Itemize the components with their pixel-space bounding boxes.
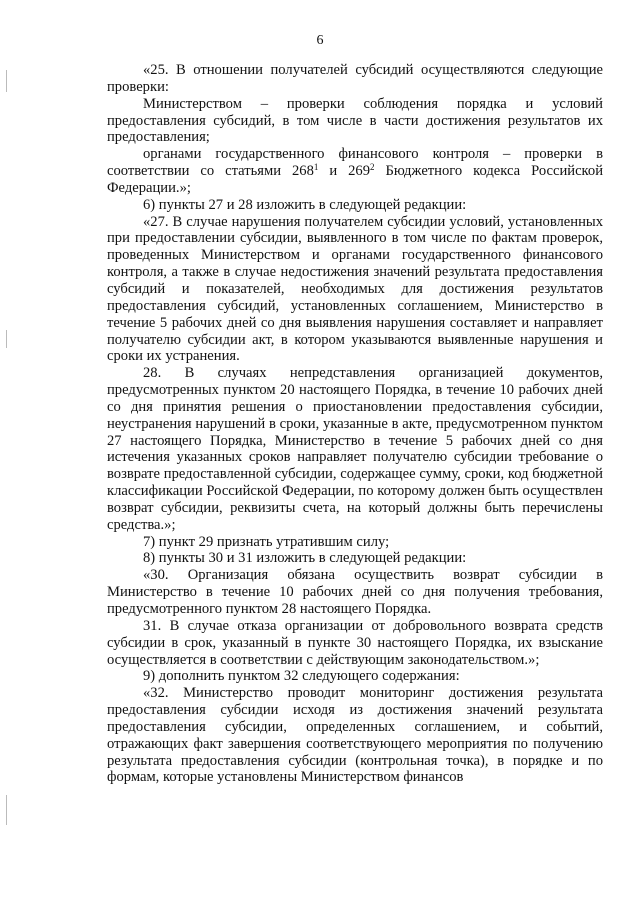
superscript: 2: [370, 162, 375, 173]
paragraph-28: 28. В случаях непредставления организацией документов, предусмотренных пунктом 20 настоящего Порядка, в течение 10 рабочих дней со дня принятия решения о приостановлении предоставления субсидии, неустранения нарушений в сроки, указанные в акте, предусмотренном пунктом 27 настоящего Порядка, Министерство в течение 5 рабочих дней со дня истечения указанных сроков направляет получателю субсидии требование о возврате предоставленной субсидии, содержащее сумму, сроки, код бюджетной классификации Российской Федерации, по которому должен быть осуществлен возврат субсидии, реквизиты счета, на который должны быть перечислены средства.»;: [107, 365, 603, 533]
paragraph-item-6: 6) пункты 27 и 28 изложить в следующей редакции:: [143, 196, 467, 213]
scan-edge-mark: [6, 795, 7, 825]
scan-edge-mark: [6, 330, 7, 348]
document-body: [107, 62, 603, 786]
paragraph-text: Бюджетного кодекса Российской Федерации.»;: [107, 163, 604, 196]
paragraph-financial-control-checks: [107, 146, 603, 197]
paragraph-30: «30. Организация обязана осуществить возврат субсидии в Министерство в течение 10 рабочих дней со дня получения требования, предусмотренного пунктом 28 настоящего Порядка.: [107, 567, 603, 617]
paragraph-25: «25. В отношении получателей субсидий осуществляются следующие проверки:: [107, 62, 603, 95]
paragraph-item-8: 8) пункты 30 и 31 изложить в следующей редакции:: [143, 550, 467, 567]
scan-edge-mark: [6, 70, 7, 92]
paragraph-31: 31. В случае отказа организации от добровольного возврата средств субсидии в срок, указанный в пункте 30 настоящего Порядка, их взыскание осуществляется в соответствии с действующим законодательством.»;: [107, 617, 603, 668]
superscript: 1: [313, 162, 319, 173]
page-number: 6: [316, 33, 324, 48]
paragraph-32: «32. Министерство проводит мониторинг достижения результата предоставления субсидии исходя из достижения значений результата предоставления субсидии, определенных соглашением, и событий, отражающих факт завершения соответствующего мероприятия по получению результата предоставления субсидии (контрольная точка), в порядке и по формам, которые установлены Министерством финансов: [107, 685, 603, 786]
paragraph-27: «27. В случае нарушения получателем субсидии условий, установленных при предоставлении субсидии, выявленного в том числе по фактам проверок, проведенных Министерством и органами государственного финансового контроля, а также в случае недостижения значений результата предоставления субсидий и показателей, необходимых для достижения результатов предоставления субсидий, установленных соглашением, Министерство в течение 5 рабочих дней со дня выявления нарушения составляет и направляет получателю субсидии акт, в котором указываются выявленные нарушения и сроки их устранения.: [107, 213, 603, 365]
paragraph-item-9: 9) дополнить пунктом 32 следующего содержания:: [143, 668, 460, 685]
paragraph-text: и 269: [318, 163, 371, 180]
paragraph-text: органами государственного финансового контроля – проверки в соответствии со статьями 268: [107, 146, 603, 180]
paragraph-ministry-checks: Министерством – проверки соблюдения порядка и условий предоставления субсидий, в том числе в части достижения результатов их предоставления;: [107, 95, 603, 146]
paragraph-item-7: 7) пункт 29 признать утратившим силу;: [143, 533, 390, 550]
